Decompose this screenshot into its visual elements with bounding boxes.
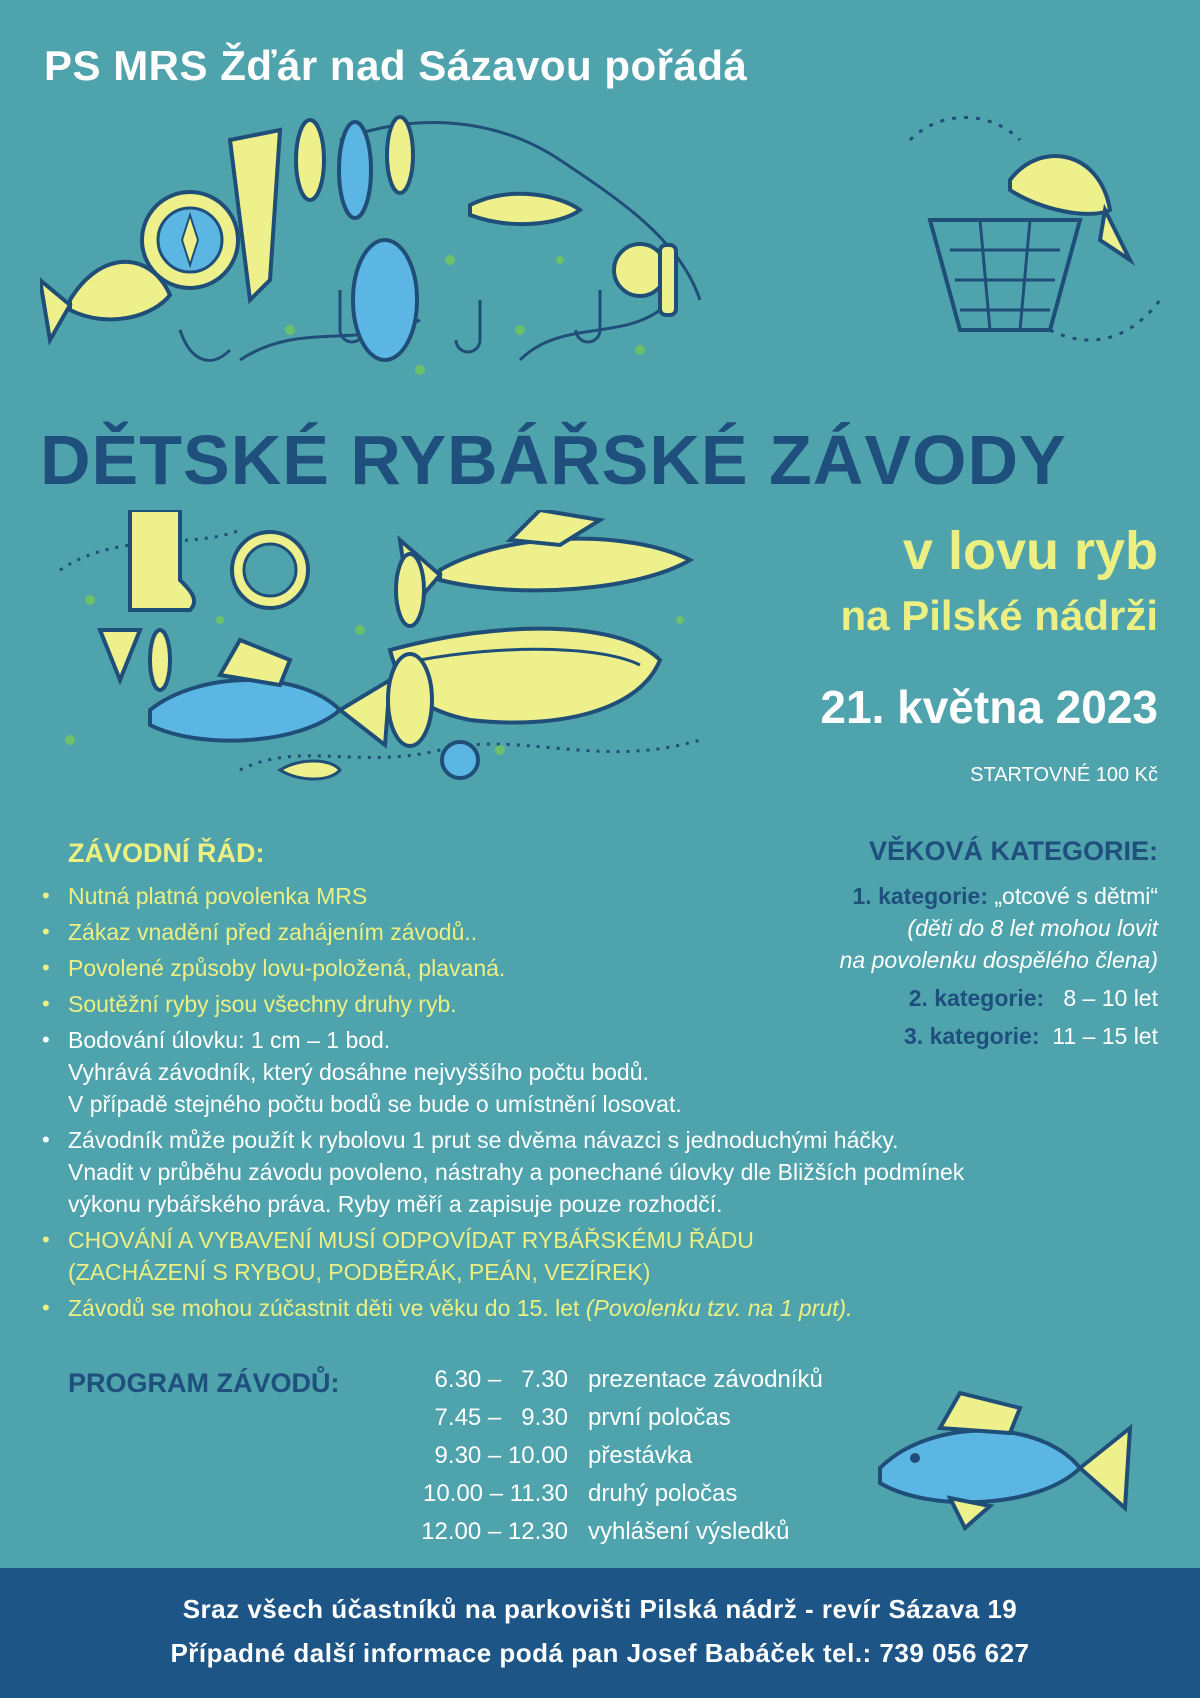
category-1-note-text: (děti do 8 let mohou lovit xyxy=(907,915,1158,941)
rule-item xyxy=(38,988,1158,1020)
program-activity: přestávka xyxy=(588,1442,693,1469)
rule-text: Závodů se mohou zúčastnit děti ve věku do 15. let xyxy=(68,1295,586,1321)
rule-line: výkonu rybářského práva. Ryby měří a zapisuje pouze rozhodčí. xyxy=(68,1191,723,1217)
rule-item xyxy=(38,1224,1158,1288)
program-heading: PROGRAM ZÁVODŮ: xyxy=(68,1368,340,1398)
program-schedule xyxy=(390,1366,823,1556)
fish-left-icon xyxy=(40,262,170,340)
rule-item xyxy=(38,880,1158,912)
program-activity: druhý poločas xyxy=(588,1480,738,1507)
footer-banner xyxy=(0,1568,1200,1698)
rule-item xyxy=(38,952,1158,984)
rule-line: • Nutná platná povolenka MRS xyxy=(68,883,368,909)
rule-note: (Povolenku tzv. na 1 prut). xyxy=(585,1295,853,1321)
rule-line: Vyhrává závodník, který dosáhne nejvyššího počtu bodů. xyxy=(68,1059,649,1085)
age-category-heading: VĚKOVÁ KATEGORIE: xyxy=(868,836,1158,866)
rule-line: • Závodník může použít k rybolovu 1 prut se dvěma návazci s jednoduchými háčky. xyxy=(68,1127,899,1153)
magnifier-icon xyxy=(232,532,308,608)
event-subtitle-location: na Pilské nádrži xyxy=(840,592,1158,639)
float-icon xyxy=(396,554,424,626)
rule-item xyxy=(38,1124,1158,1220)
category-3-value: 11 – 15 let xyxy=(1052,1023,1158,1049)
rule-line: • Povolené způsoby lovu-položená, plavaná. xyxy=(68,955,506,981)
footer-contact: Případné další informace podá pan Josef Babáček tel.: 739 056 627 xyxy=(170,1638,1030,1668)
float-icons xyxy=(296,117,413,218)
category-1-label: 1. kategorie: xyxy=(852,883,988,909)
entry-fee: STARTOVNÉ 100 Kč xyxy=(970,764,1158,786)
rule-line: • Bodování úlovku: 1 cm – 1 bod. xyxy=(68,1027,391,1053)
rule-item xyxy=(38,1024,1158,1120)
blue-fish-illustration xyxy=(870,1388,1140,1538)
rule-line: (ZACHÁZENÍ S RYBOU, PODBĚRÁK, PEÁN, VEZÍREK) xyxy=(68,1259,651,1285)
fishing-collage-bottom-illustration xyxy=(40,510,740,810)
rule-item xyxy=(38,1292,1158,1324)
program-time: 12.00 – 12.30 xyxy=(421,1518,568,1545)
blue-fish-icon xyxy=(150,640,390,745)
rule-line: Vnadit v průběhu závodu povoleno, nástrahy a ponechané úlovky dle Bližších podmínek xyxy=(68,1159,965,1185)
event-title: DĚTSKÉ RYBÁŘSKÉ ZÁVODY xyxy=(40,421,1067,499)
rules-list xyxy=(38,880,1158,1328)
event-date: 21. května 2023 xyxy=(820,681,1158,733)
rule-line: • CHOVÁNÍ A VYBAVENÍ MUSÍ ODPOVÍDAT RYBÁŘSKÉMU ŘÁDU xyxy=(68,1227,754,1253)
program-row xyxy=(390,1366,823,1404)
category-2-value: 8 – 10 let xyxy=(1063,985,1158,1011)
fish-in-net-illustration xyxy=(900,100,1170,370)
category-2-label: 2. kategorie: xyxy=(908,985,1045,1011)
rule-item xyxy=(38,916,1158,948)
rule-line: V případě stejného počtu bodů se bude o umístnění losovat. xyxy=(68,1091,682,1117)
program-row xyxy=(390,1404,823,1442)
program-row xyxy=(390,1480,823,1518)
fishing-collage-top-illustration xyxy=(40,100,760,400)
footer-meeting-point: Sraz všech účastníků na parkovišti Pilská nádrž - revír Sázava 19 xyxy=(182,1594,1018,1624)
category-1-note-text: na povolenku dospělého člena) xyxy=(839,947,1158,973)
program-time: 7.45 – 9.30 xyxy=(434,1404,568,1431)
big-yellow-fish-icon xyxy=(400,510,690,610)
rule-line: • Zákaz vnadění před zahájením závodů.. xyxy=(68,919,478,945)
rule-line: • Soutěžní ryby jsou všechny druhy ryb. xyxy=(68,991,457,1017)
program-row xyxy=(390,1518,823,1556)
boot-icon xyxy=(130,510,194,610)
small-fish-icon xyxy=(470,194,580,224)
program-row xyxy=(390,1442,823,1480)
organizer-heading: PS MRS Žďár nad Sázavou pořádá xyxy=(44,42,748,89)
category-1-value: „otcové s dětmi“ xyxy=(994,883,1158,909)
program-time: 9.30 – 10.00 xyxy=(434,1442,568,1469)
program-activity: vyhlášení výsledků xyxy=(588,1518,790,1545)
spoon-lure-icon xyxy=(353,240,417,360)
rules-heading: ZÁVODNÍ ŘÁD: xyxy=(68,838,265,868)
reel-icon xyxy=(614,244,676,315)
program-time: 6.30 – 7.30 xyxy=(434,1366,568,1393)
event-subtitle-discipline: v lovu ryb xyxy=(902,521,1158,581)
program-activity: prezentace závodníků xyxy=(588,1366,823,1393)
knife-icon xyxy=(230,130,280,300)
category-3-label: 3. kategorie: xyxy=(904,1023,1040,1049)
program-activity: první poločas xyxy=(588,1404,731,1431)
program-time: 10.00 – 11.30 xyxy=(422,1480,568,1507)
